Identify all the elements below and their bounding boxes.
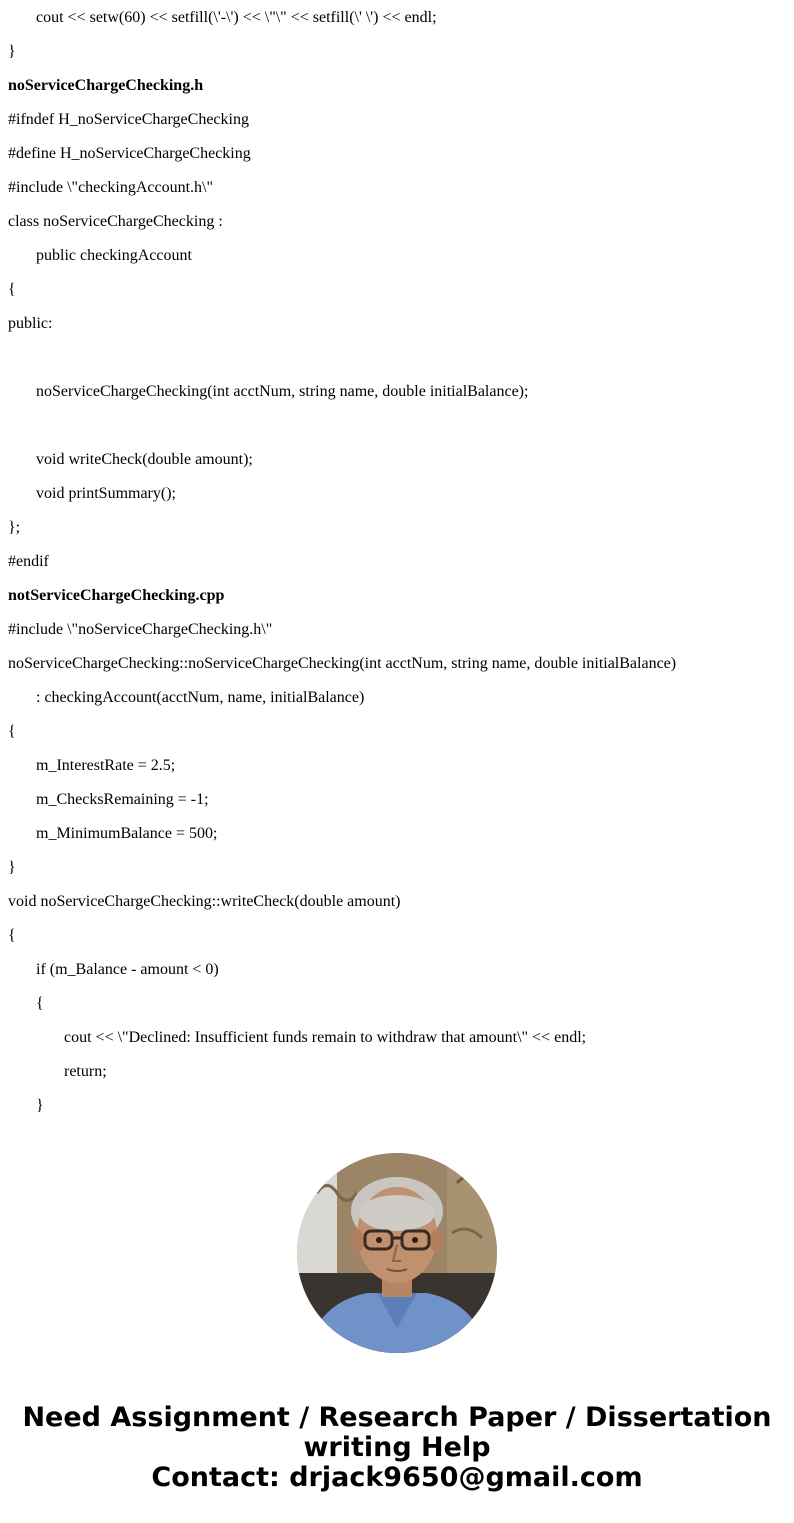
code-line: { [8, 927, 16, 944]
code-line: cout << setw(60) << setfill(\'-\') << \"\" << setfill(\' \') << endl; [36, 9, 437, 26]
code-line: m_InterestRate = 2.5; [36, 757, 176, 774]
code-line: noServiceChargeChecking::noServiceChargeChecking(int acctNum, string name, double initialBalance) [8, 655, 677, 672]
code-line: { [36, 995, 44, 1012]
file-heading: notServiceChargeChecking.cpp [8, 587, 225, 604]
code-line: if (m_Balance - amount < 0) [36, 961, 219, 978]
promo-line-1: Need Assignment / Research Paper / Dissertation [22, 1402, 772, 1433]
code-listing [8, 1, 786, 1123]
code-line: } [8, 859, 16, 876]
file-heading: noServiceChargeChecking.h [8, 77, 204, 94]
promo-contact-line: Contact: drjack9650@gmail.com [151, 1462, 643, 1493]
code-line: public: [8, 315, 53, 332]
code-line: : checkingAccount(acctNum, name, initialBalance) [36, 689, 365, 706]
code-line: }; [8, 519, 21, 536]
code-line: m_MinimumBalance = 500; [36, 825, 218, 842]
code-line: public checkingAccount [36, 247, 192, 264]
code-line: #endif [8, 553, 49, 570]
code-line: class noServiceChargeChecking : [8, 213, 223, 230]
code-line [8, 341, 786, 375]
code-line: #include \"checkingAccount.h\" [8, 179, 213, 196]
code-line: { [8, 723, 16, 740]
code-line [8, 409, 786, 443]
contact-banner [0, 1403, 794, 1493]
code-line: #include \"noServiceChargeChecking.h\" [8, 621, 273, 638]
code-line: return; [64, 1063, 107, 1080]
code-line: } [36, 1097, 44, 1114]
code-line: m_ChecksRemaining = -1; [36, 791, 209, 808]
code-line: } [8, 43, 16, 60]
code-line: void writeCheck(double amount); [36, 451, 253, 468]
code-line: { [8, 281, 16, 298]
author-avatar [297, 1153, 497, 1353]
author-photo-icon [297, 1153, 497, 1353]
code-line: void noServiceChargeChecking::writeCheck(double amount) [8, 893, 401, 910]
code-line: noServiceChargeChecking(int acctNum, string name, double initialBalance); [36, 383, 529, 400]
code-line: void printSummary(); [36, 485, 176, 502]
code-line: #ifndef H_noServiceChargeChecking [8, 111, 249, 128]
code-line: #define H_noServiceChargeChecking [8, 145, 251, 162]
code-line: cout << \"Declined: Insufficient funds remain to withdraw that amount\" << endl; [64, 1029, 587, 1046]
promo-line-2: writing Help [303, 1432, 491, 1463]
